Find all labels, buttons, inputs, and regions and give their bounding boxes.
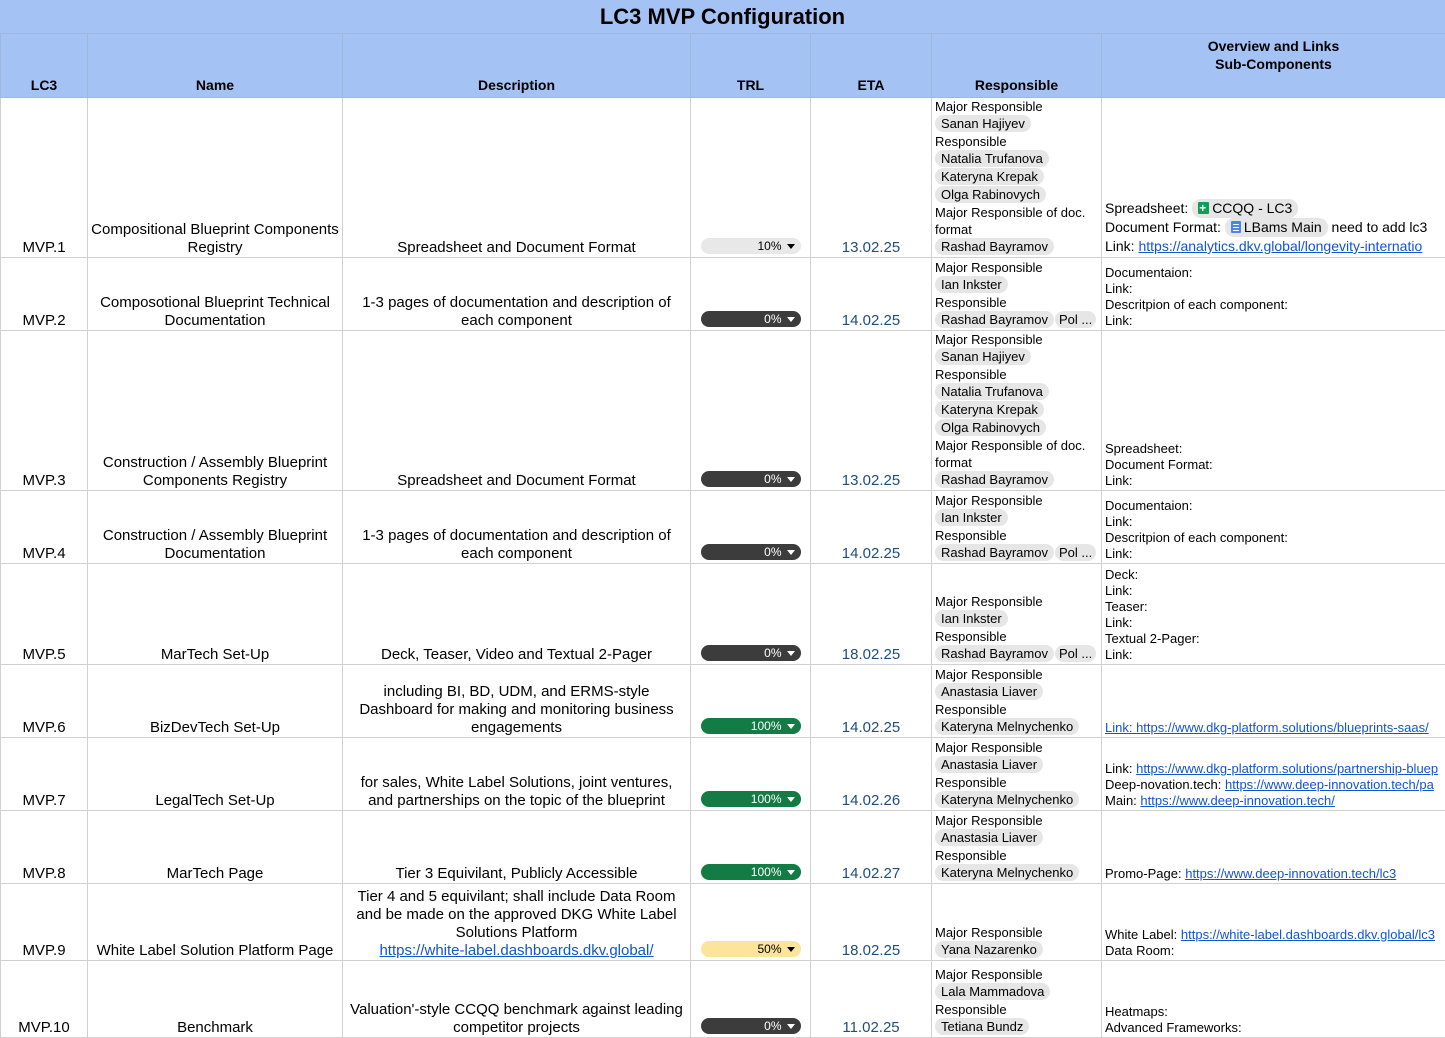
link-label: Promo-Page: — [1105, 866, 1182, 881]
cell-name[interactable]: BizDevTech Set-Up — [88, 665, 343, 738]
cell-lc3-id[interactable]: MVP.2 — [1, 258, 88, 331]
caret-down-icon — [787, 651, 795, 656]
link-field-label: Link: — [1105, 583, 1132, 598]
cell-responsible[interactable] — [932, 258, 1102, 331]
major-responsible-label: Major Responsible — [935, 967, 1043, 982]
trl-dropdown[interactable] — [701, 791, 801, 807]
person-chip[interactable]: Kateryna Melnychenko — [935, 791, 1079, 808]
cell-trl[interactable] — [691, 258, 811, 331]
header-description[interactable]: Description — [343, 34, 691, 98]
table-row — [1, 738, 1445, 811]
cell-overview-links[interactable] — [1102, 665, 1445, 738]
cell-eta[interactable]: 18.02.25 — [811, 564, 932, 665]
cell-name[interactable]: LegalTech Set-Up — [88, 738, 343, 811]
cell-lc3-id[interactable]: MVP.1 — [1, 98, 88, 258]
major-responsible-label: Major Responsible — [935, 813, 1043, 828]
cell-responsible[interactable] — [932, 961, 1102, 1038]
cell-trl[interactable] — [691, 98, 811, 258]
external-link[interactable]: https://white-label.dashboards.dkv.global/lc3 — [1181, 927, 1435, 942]
trl-dropdown[interactable] — [701, 311, 801, 327]
person-chip[interactable]: Rashad Bayramov — [935, 544, 1054, 561]
caret-down-icon — [787, 870, 795, 875]
cell-trl[interactable] — [691, 331, 811, 491]
cell-eta[interactable]: 14.02.26 — [811, 738, 932, 811]
description-text: 1-3 pages of documentation and description of each component — [346, 294, 687, 330]
cell-overview-links[interactable] — [1102, 258, 1445, 331]
trl-value: 0% — [764, 310, 781, 328]
link-label: Data Room: — [1105, 943, 1174, 958]
cell-responsible[interactable] — [932, 331, 1102, 491]
trl-dropdown[interactable] — [701, 718, 801, 734]
link-label: White Label: — [1105, 927, 1177, 942]
cell-description[interactable] — [343, 98, 691, 258]
cell-description[interactable] — [343, 258, 691, 331]
major-doc-label: Major Responsible of doc. format — [935, 438, 1085, 470]
table-row — [1, 98, 1445, 258]
description-text: including BI, BD, UDM, and ERMS-style Dashboard for making and monitoring business engagements — [346, 683, 687, 737]
cell-overview-links[interactable] — [1102, 331, 1445, 491]
header-name[interactable]: Name — [88, 34, 343, 98]
header-overview[interactable] — [1102, 34, 1445, 98]
person-chip[interactable]: Sanan Hajiyev — [935, 348, 1031, 365]
responsible-label: Responsible — [935, 295, 1007, 310]
major-responsible-label: Major Responsible — [935, 332, 1043, 347]
cell-description[interactable] — [343, 961, 691, 1038]
person-chip[interactable]: Rashad Bayramov — [935, 238, 1054, 255]
description-text: Valuation'-style CCQQ benchmark against leading competitor projects — [346, 1001, 687, 1037]
cell-lc3-id[interactable]: MVP.7 — [1, 738, 88, 811]
table-row — [1, 258, 1445, 331]
caret-down-icon — [787, 244, 795, 249]
cell-description[interactable] — [343, 665, 691, 738]
trl-value: 100% — [751, 790, 782, 808]
person-chip[interactable]: Anastasia Liaver — [935, 683, 1043, 700]
table-row — [1, 884, 1445, 961]
description-text: Spreadsheet and Document Format — [346, 239, 687, 257]
cell-description[interactable] — [343, 738, 691, 811]
link-label: Link: — [1105, 761, 1132, 776]
header-row — [1, 34, 1445, 98]
cell-name[interactable]: MarTech Page — [88, 811, 343, 884]
caret-down-icon — [787, 947, 795, 952]
person-chip[interactable]: Kateryna Melnychenko — [935, 718, 1079, 735]
header-responsible[interactable]: Responsible — [932, 34, 1102, 98]
cell-name[interactable]: Construction / Assembly Blueprint Components Registry — [88, 331, 343, 491]
trl-value: 100% — [751, 717, 782, 735]
trl-dropdown[interactable] — [701, 238, 801, 254]
cell-overview-links[interactable] — [1102, 738, 1445, 811]
spreadsheet-file-chip[interactable] — [1192, 199, 1298, 218]
cell-eta[interactable]: 13.02.25 — [811, 331, 932, 491]
cell-lc3-id[interactable]: MVP.6 — [1, 665, 88, 738]
person-chip[interactable]: Sanan Hajiyev — [935, 115, 1031, 132]
responsible-label: Responsible — [935, 134, 1007, 149]
caret-down-icon — [787, 724, 795, 729]
cell-trl[interactable] — [691, 961, 811, 1038]
major-responsible-label: Major Responsible — [935, 493, 1043, 508]
cell-trl[interactable] — [691, 491, 811, 564]
cell-overview-links[interactable] — [1102, 961, 1445, 1038]
cell-name[interactable]: Construction / Assembly Blueprint Documentation — [88, 491, 343, 564]
analytics-link[interactable]: https://analytics.dkv.global/longevity-internatio — [1138, 238, 1422, 254]
caret-down-icon — [787, 477, 795, 482]
link-field-label: Documentaion: — [1105, 265, 1192, 280]
description-text: Deck, Teaser, Video and Textual 2-Pager — [346, 646, 687, 664]
trl-value: 0% — [764, 644, 781, 662]
cell-eta[interactable]: 14.02.25 — [811, 258, 932, 331]
major-responsible-label: Major Responsible — [935, 260, 1043, 275]
spreadsheet-file-name: CCQQ - LC3 — [1212, 200, 1292, 216]
table-row — [1, 961, 1445, 1038]
major-responsible-label: Major Responsible — [935, 99, 1043, 114]
person-chip[interactable]: Ian Inkster — [935, 509, 1008, 526]
docformat-label: Document Format: — [1105, 219, 1221, 235]
table-row — [1, 491, 1445, 564]
link-field-label: Link: — [1105, 615, 1132, 630]
more-people-chip[interactable]: Pol ... — [1055, 645, 1096, 662]
person-chip[interactable]: Kateryna Melnychenko — [935, 864, 1079, 881]
link-field-label: Advanced Frameworks: — [1105, 1020, 1242, 1035]
cell-description[interactable] — [343, 491, 691, 564]
person-chip[interactable]: Anastasia Liaver — [935, 829, 1043, 846]
cell-responsible[interactable] — [932, 98, 1102, 258]
description-link[interactable]: https://white-label.dashboards.dkv.global/ — [379, 942, 653, 959]
major-responsible-label: Major Responsible — [935, 740, 1043, 755]
caret-down-icon — [787, 797, 795, 802]
header-trl[interactable]: TRL — [691, 34, 811, 98]
cell-name[interactable]: MarTech Set-Up — [88, 564, 343, 665]
person-chip[interactable]: Rashad Bayramov — [935, 311, 1054, 328]
link-field-label: Link: — [1105, 313, 1132, 328]
link-label: Main: — [1105, 793, 1137, 808]
table-row — [1, 564, 1445, 665]
link-field-label: Link: — [1105, 281, 1132, 296]
major-doc-label: Major Responsible of doc. format — [935, 205, 1085, 237]
major-responsible-label: Major Responsible — [935, 594, 1043, 609]
link-field-label: Link: — [1105, 473, 1132, 488]
cell-lc3-id[interactable]: MVP.3 — [1, 331, 88, 491]
link-field-label: Teaser: — [1105, 599, 1148, 614]
cell-name[interactable]: White Label Solution Platform Page — [88, 884, 343, 961]
link-field-label: Descritpion of each component: — [1105, 297, 1288, 312]
cell-overview-links[interactable] — [1102, 491, 1445, 564]
major-responsible-label: Major Responsible — [935, 667, 1043, 682]
more-people-chip[interactable]: Pol ... — [1055, 311, 1096, 328]
responsible-label: Responsible — [935, 629, 1007, 644]
trl-dropdown[interactable] — [701, 941, 801, 957]
responsible-label: Responsible — [935, 1002, 1007, 1017]
person-chip[interactable]: Natalia Trufanova — [935, 150, 1049, 167]
person-chip[interactable]: Lala Mammadova — [935, 983, 1050, 1000]
person-chip[interactable]: Tetiana Bundz — [935, 1018, 1029, 1035]
link-field-label: Deck: — [1105, 567, 1138, 582]
person-chip[interactable]: Olga Rabinovych — [935, 186, 1046, 203]
person-chip[interactable]: Yana Nazarenko — [935, 941, 1043, 958]
trl-dropdown[interactable] — [701, 1018, 801, 1034]
caret-down-icon — [787, 550, 795, 555]
trl-dropdown[interactable] — [701, 544, 801, 560]
person-chip[interactable]: Olga Rabinovych — [935, 419, 1046, 436]
document-file-name: LBams Main — [1244, 219, 1322, 235]
cell-description[interactable] — [343, 811, 691, 884]
cell-eta[interactable]: 14.02.25 — [811, 665, 932, 738]
person-chip[interactable]: Anastasia Liaver — [935, 756, 1043, 773]
header-overview-line1: Overview and Links — [1105, 37, 1442, 55]
google-docs-icon — [1231, 221, 1241, 233]
cell-responsible[interactable] — [932, 491, 1102, 564]
more-people-chip[interactable]: Pol ... — [1055, 544, 1096, 561]
cell-responsible[interactable] — [932, 564, 1102, 665]
trl-value: 0% — [764, 543, 781, 561]
table-row — [1, 811, 1445, 884]
cell-trl[interactable] — [691, 811, 811, 884]
link-field-label: Spreadsheet: — [1105, 441, 1182, 456]
trl-value: 100% — [751, 863, 782, 881]
header-lc3[interactable]: LC3 — [1, 34, 88, 98]
caret-down-icon — [787, 1024, 795, 1029]
external-link[interactable]: https://www.dkg-platform.solutions/partnership-bluep — [1136, 761, 1438, 776]
table-row — [1, 331, 1445, 491]
major-responsible-label: Major Responsible — [935, 925, 1043, 940]
link-field-label: Link: — [1105, 546, 1132, 561]
link-field-label: Link: — [1105, 647, 1132, 662]
person-chip[interactable]: Ian Inkster — [935, 610, 1008, 627]
cell-eta[interactable]: 14.02.27 — [811, 811, 932, 884]
description-text: Spreadsheet and Document Format — [346, 472, 687, 490]
trl-value: 0% — [764, 1017, 781, 1035]
person-chip[interactable]: Kateryna Krepak — [935, 401, 1044, 418]
description-text: Tier 3 Equivilant, Publicly Accessible — [346, 865, 687, 883]
cell-lc3-id[interactable]: MVP.4 — [1, 491, 88, 564]
description-text: 1-3 pages of documentation and description of each component — [346, 527, 687, 563]
person-chip[interactable]: Natalia Trufanova — [935, 383, 1049, 400]
link-field-label: Textual 2-Pager: — [1105, 631, 1200, 646]
spreadsheet-label: Spreadsheet: — [1105, 200, 1188, 216]
link-field-label: Heatmaps: — [1105, 1004, 1168, 1019]
cell-overview-links[interactable] — [1102, 884, 1445, 961]
cell-trl[interactable] — [691, 738, 811, 811]
external-link[interactable]: https://www.deep-innovation.tech/pa — [1225, 777, 1434, 792]
mvp-table — [0, 33, 1445, 1038]
trl-dropdown[interactable] — [701, 471, 801, 487]
table-row — [1, 665, 1445, 738]
link-field-label: Descritpion of each component: — [1105, 530, 1288, 545]
person-chip[interactable]: Rashad Bayramov — [935, 471, 1054, 488]
cell-eta[interactable]: 14.02.25 — [811, 491, 932, 564]
link-field-label: Link: — [1105, 514, 1132, 529]
cell-lc3-id[interactable]: MVP.5 — [1, 564, 88, 665]
caret-down-icon — [787, 317, 795, 322]
header-overview-line2: Sub-Components — [1105, 55, 1442, 73]
cell-trl[interactable] — [691, 884, 811, 961]
trl-dropdown[interactable] — [701, 864, 801, 880]
description-text: for sales, White Label Solutions, joint ventures, and partnerships on the topic of the blueprint — [346, 774, 687, 810]
trl-value: 50% — [757, 940, 781, 958]
link-field-label: Document Format: — [1105, 457, 1213, 472]
blueprints-saas-link[interactable]: Link: https://www.dkg-platform.solutions/blueprints-saas/ — [1105, 720, 1429, 735]
cell-lc3-id[interactable]: MVP.9 — [1, 884, 88, 961]
external-link[interactable]: https://www.deep-innovation.tech/lc3 — [1185, 866, 1396, 881]
person-chip[interactable]: Ian Inkster — [935, 276, 1008, 293]
person-chip[interactable]: Rashad Bayramov — [935, 645, 1054, 662]
responsible-label: Responsible — [935, 848, 1007, 863]
cell-lc3-id[interactable]: MVP.8 — [1, 811, 88, 884]
cell-name[interactable]: Compositional Blueprint Components Registry — [88, 98, 343, 258]
responsible-label: Responsible — [935, 702, 1007, 717]
document-file-chip[interactable] — [1225, 218, 1328, 237]
cell-responsible[interactable] — [932, 811, 1102, 884]
cell-name[interactable]: Benchmark — [88, 961, 343, 1038]
header-eta[interactable]: ETA — [811, 34, 932, 98]
responsible-label: Responsible — [935, 528, 1007, 543]
description-text: Tier 4 and 5 equivilant; shall include Data Room and be made on the approved DKG White Label Solutions Platform — [346, 888, 687, 942]
cell-responsible[interactable] — [932, 665, 1102, 738]
cell-name[interactable]: Composotional Blueprint Technical Documentation — [88, 258, 343, 331]
trl-dropdown[interactable] — [701, 645, 801, 661]
google-sheets-icon — [1198, 202, 1209, 214]
responsible-label: Responsible — [935, 775, 1007, 790]
cell-responsible[interactable] — [932, 884, 1102, 961]
cell-description[interactable] — [343, 331, 691, 491]
cell-responsible[interactable] — [932, 738, 1102, 811]
cell-overview-links[interactable] — [1102, 98, 1445, 258]
link-field-label: Documentaion: — [1105, 498, 1192, 513]
cell-trl[interactable] — [691, 665, 811, 738]
person-chip[interactable]: Kateryna Krepak — [935, 168, 1044, 185]
trl-value: 0% — [764, 470, 781, 488]
cell-overview-links[interactable] — [1102, 564, 1445, 665]
external-link[interactable]: https://www.deep-innovation.tech/ — [1140, 793, 1334, 808]
cell-description[interactable] — [343, 884, 691, 961]
cell-overview-links[interactable] — [1102, 811, 1445, 884]
trl-value: 10% — [757, 237, 781, 255]
link-label: Deep-novation.tech: — [1105, 777, 1221, 792]
cell-eta[interactable]: 11.02.25 — [811, 961, 932, 1038]
link-label: Link: — [1105, 238, 1135, 254]
sheet-title: LC3 MVP Configuration — [0, 0, 1445, 34]
docformat-note: need to add lc3 — [1332, 219, 1428, 235]
cell-trl[interactable] — [691, 564, 811, 665]
cell-description[interactable] — [343, 564, 691, 665]
responsible-label: Responsible — [935, 367, 1007, 382]
cell-eta[interactable]: 18.02.25 — [811, 884, 932, 961]
cell-eta[interactable]: 13.02.25 — [811, 98, 932, 258]
cell-lc3-id[interactable]: MVP.10 — [1, 961, 88, 1038]
